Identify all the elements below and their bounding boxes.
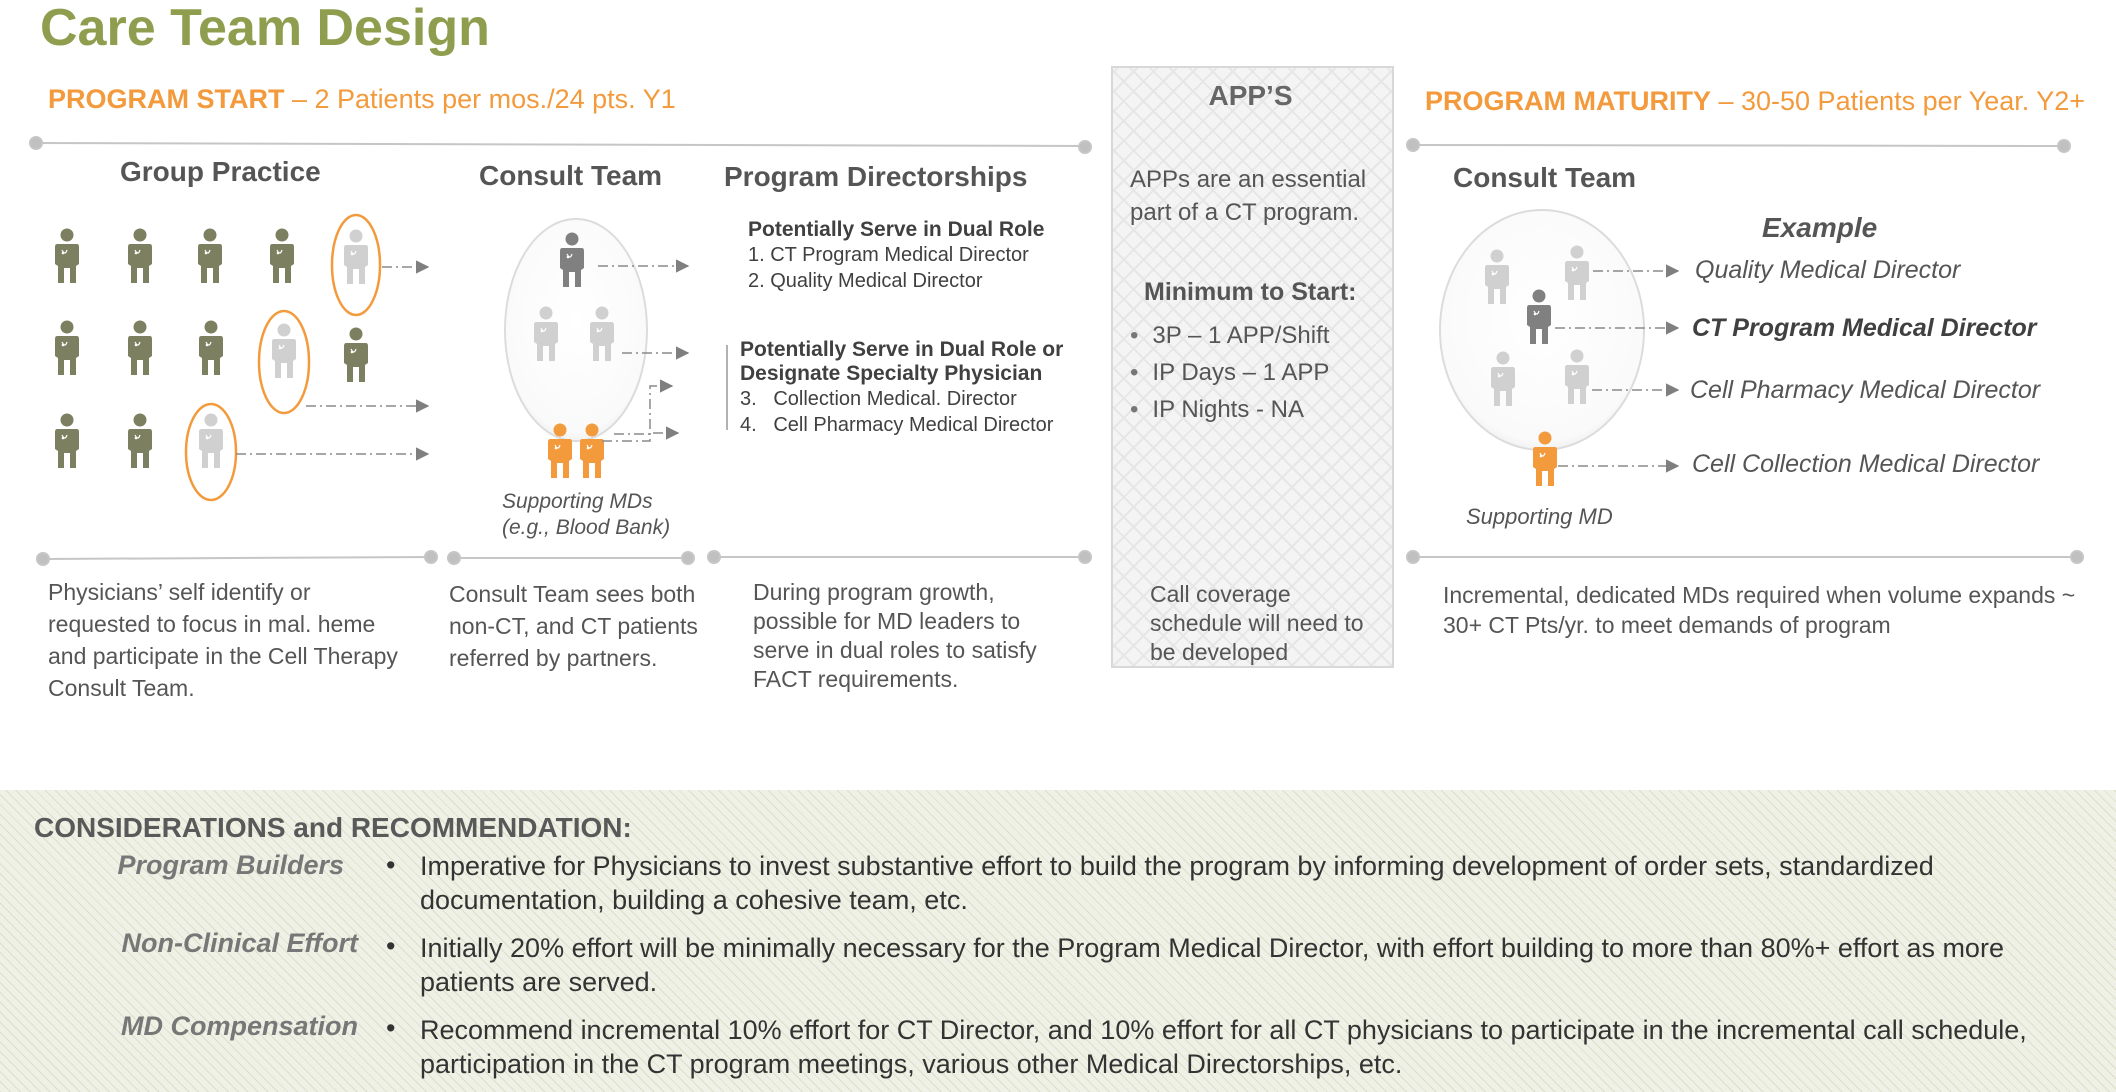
example-item: CT Program Medical Director — [1692, 314, 2037, 342]
consideration-text: Imperative for Physicians to invest substantive effort to build the program by informing development of order sets, standardized documentation, building a cohesive team, etc. — [420, 851, 1934, 915]
example-heading: Example — [1762, 212, 1878, 243]
consideration-label: Non-Clinical Effort — [121, 928, 358, 958]
considerations-heading: CONSIDERATIONS and RECOMMENDATION: — [34, 812, 632, 843]
consideration-label: MD Compensation — [120, 1011, 358, 1041]
consult-team-description: Consult Team sees both non-CT, and CT patients referred by partners. — [449, 581, 698, 671]
group1-item: 1. CT Program Medical Director — [748, 244, 1029, 266]
apps-minimum-list — [1130, 322, 1329, 433]
directorships-description: During program growth, possible for MD leaders to serve in dual roles to satisfy FACT requirements. — [753, 579, 1037, 692]
group1-item: 2. Quality Medical Director — [748, 270, 983, 292]
group2-item: 4. Cell Pharmacy Medical Director — [740, 414, 1054, 436]
supporting-mds-caption-2: (e.g., Blood Bank) — [502, 516, 671, 539]
consideration-text: Initially 20% effort will be minimally necessary for the Program Medical Director, with effort building to more than 80%+ effort as more patients are served. — [420, 933, 2004, 997]
page-title: Care Team Design — [40, 0, 490, 57]
directorships-group-2 — [740, 338, 1063, 438]
timeline-dot — [1407, 139, 1419, 151]
timeline-dot — [2058, 140, 2070, 152]
group2-item: 3. Collection Medical. Director — [740, 388, 1017, 410]
program-maturity-label: PROGRAM MATURITY — [1425, 86, 1711, 116]
example-item: Cell Pharmacy Medical Director — [1690, 376, 2041, 404]
group2-title-line2: Designate Specialty Physician — [740, 362, 1043, 385]
apps-minimum-heading: Minimum to Start: — [1144, 278, 1357, 306]
group-practice-description: Physicians’ self identify or requested to focus in mal. heme and participate in the Cell Therapy Consult Team. — [48, 579, 398, 701]
supporting-md-caption: Supporting MD — [1466, 504, 1613, 529]
apps-footer: Call coverage schedule will need to be developed — [1150, 581, 1364, 665]
maturity-consult-heading: Consult Team — [1453, 162, 1637, 193]
supporting-mds-caption-1: Supporting MDs — [502, 490, 653, 513]
apps-minimum-item: • 3P – 1 APP/Shift — [1130, 322, 1329, 350]
apps-minimum-item: • IP Nights - NA — [1130, 396, 1329, 424]
consideration-text: Recommend incremental 10% effort for CT Director, and 10% effort for all CT physicians to participate in the incremental call schedule, participation in the CT program meetings, various other Medical Directorships, etc. — [420, 1015, 2027, 1079]
example-item: Cell Collection Medical Director — [1692, 450, 2040, 478]
apps-heading: APP’S — [1208, 80, 1293, 111]
consideration-bullet: • — [386, 850, 396, 880]
timeline-dot — [30, 137, 42, 149]
consult-team-heading: Consult Team — [479, 160, 663, 191]
consideration-label: Program Builders — [117, 850, 344, 880]
example-item: Quality Medical Director — [1695, 256, 1961, 284]
program-maturity-detail: – 30-50 Patients per Year. Y2+ — [1710, 86, 2086, 116]
apps-minimum-item: • IP Days – 1 APP — [1130, 359, 1329, 387]
program-start-detail: – 2 Patients per mos./24 pts. Y1 — [284, 84, 676, 114]
consideration-bullet: • — [386, 931, 396, 961]
group-practice-heading: Group Practice — [120, 156, 321, 187]
group1-title: Potentially Serve in Dual Role — [748, 218, 1045, 241]
group2-title-line1: Potentially Serve in Dual Role or — [740, 338, 1064, 361]
apps-intro: APPs are an essential part of a CT program. — [1130, 166, 1367, 226]
directorships-group-1 — [748, 218, 1044, 294]
timeline-dot — [1079, 141, 1091, 153]
directorships-heading: Program Directorships — [724, 161, 1028, 192]
maturity-description: Incremental, dedicated MDs required when volume expands ~ 30+ CT Pts/yr. to meet demands of program — [1443, 582, 2076, 638]
program-start-label: PROGRAM START — [48, 84, 285, 114]
consideration-bullet: • — [386, 1013, 396, 1043]
